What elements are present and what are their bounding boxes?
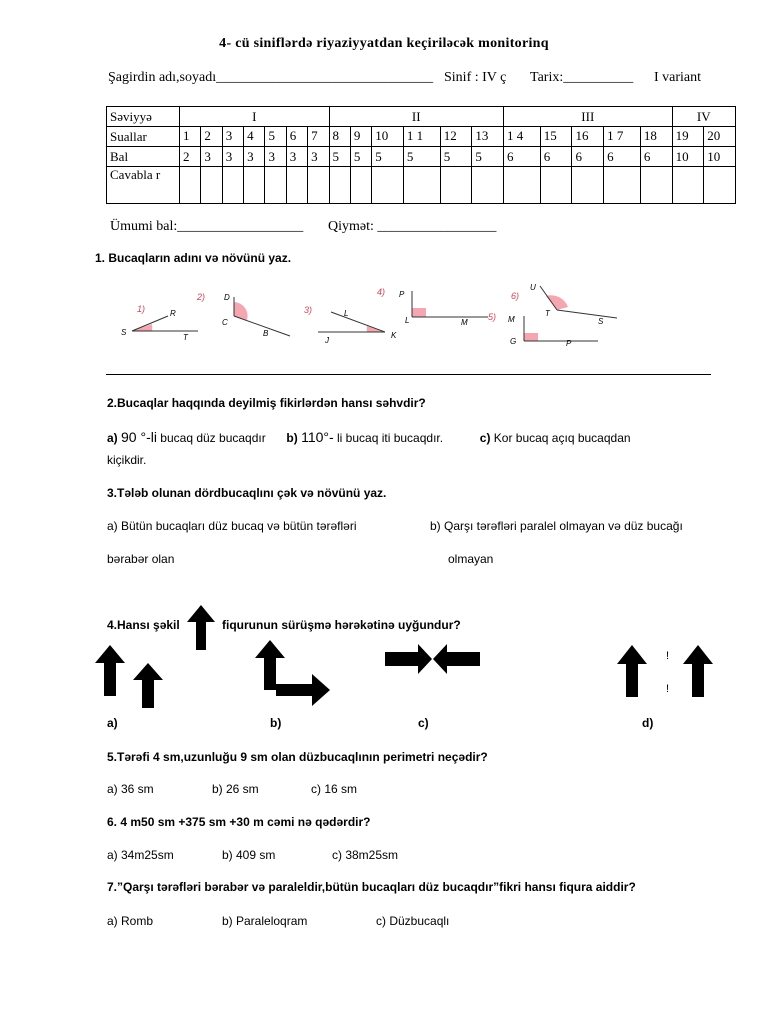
answer-cell[interactable]	[372, 167, 404, 204]
answer-cell[interactable]	[472, 167, 504, 204]
points-cell: 6	[540, 147, 572, 167]
answer-cell[interactable]	[329, 167, 350, 204]
question-number-cell: 12	[440, 127, 472, 147]
option-a-arrow	[95, 645, 125, 696]
answer-cell[interactable]	[350, 167, 371, 204]
points-cell: 5	[350, 147, 371, 167]
option-c-arrow	[433, 644, 480, 674]
question-1: 1. Bucaqların adını və növünü yaz.	[95, 251, 292, 265]
question-number-cell: 8	[329, 127, 350, 147]
question-3: 3.Tələb olunan dördbucaqlını çək və növünü yaz.	[107, 486, 387, 500]
angle-3	[304, 305, 397, 345]
angle-label: C	[222, 318, 228, 327]
answer-cell[interactable]	[308, 167, 329, 204]
answers-label: Cavabla r	[107, 167, 180, 204]
answer-cell[interactable]	[672, 167, 704, 204]
option-letter: c)	[479, 431, 491, 445]
q2-b-text: li bucaq iti bucaqdır.	[333, 431, 444, 445]
option-letter: a)	[107, 431, 118, 445]
q3-option-a: a) Bütün bucaqları düz bucaq və bütün tərəfləri	[107, 519, 357, 533]
angle-6-number: 6)	[511, 291, 520, 301]
answer-cell[interactable]	[704, 167, 736, 204]
angle-label: J	[325, 336, 329, 345]
points-cell: 5	[372, 147, 404, 167]
points-cell: 6	[640, 147, 672, 167]
question-7: 7.”Qarşı tərəfləri bərabər və paraleldir,bütün bucaqları düz bucaqdır”fikri hansı fiqura aiddir?	[107, 880, 636, 894]
angle-label: L	[405, 316, 410, 325]
angle-6	[511, 283, 617, 326]
q2-a-text: bucaq düz bucaqdır	[156, 431, 266, 445]
d-mark: !	[666, 650, 670, 662]
angle-label: T	[545, 309, 550, 318]
answer-cell[interactable]	[540, 167, 572, 204]
q4-option-a[interactable]: a)	[107, 716, 118, 730]
points-cell: 3	[222, 147, 243, 167]
answer-cell[interactable]	[222, 167, 243, 204]
points-cell: 3	[308, 147, 329, 167]
question-number-cell: 5	[265, 127, 286, 147]
option-letter: b)	[286, 431, 298, 445]
level-cell: III	[504, 107, 673, 127]
option-c-arrow	[385, 644, 432, 674]
points-cell: 2	[180, 147, 201, 167]
points-cell: 3	[286, 147, 307, 167]
q4-option-d[interactable]: d)	[642, 716, 654, 730]
student-name-field[interactable]: Şagirdin adı,soyadı_______________________________	[108, 70, 434, 85]
q4-option-b[interactable]: b)	[270, 716, 282, 730]
q2-b-value: 110°-	[301, 429, 334, 445]
angle-4-number: 4)	[377, 287, 386, 297]
points-label: Bal	[107, 147, 180, 167]
level-cell: II	[329, 107, 503, 127]
answer-cell[interactable]	[201, 167, 222, 204]
variant-label: I variant	[654, 70, 702, 85]
points-cell: 5	[440, 147, 472, 167]
q6-option-b[interactable]: b) 409 sm	[222, 848, 276, 862]
date-field[interactable]: Tarix:__________	[530, 70, 634, 85]
angle-label: D	[224, 293, 230, 302]
points-cell: 3	[244, 147, 265, 167]
d-mark: !	[666, 683, 670, 695]
points-cell: 5	[472, 147, 504, 167]
answer-cell[interactable]	[572, 167, 604, 204]
angle-2	[196, 292, 290, 338]
angle-label: P	[566, 339, 572, 348]
answer-cell[interactable]	[244, 167, 265, 204]
points-cell: 5	[329, 147, 350, 167]
question-number-cell: 18	[640, 127, 672, 147]
question-2: 2.Bucaqlar haqqında deyilmiş fikirlərdən hansı səhvdir?	[107, 396, 426, 410]
questions-label: Suallar	[107, 127, 180, 147]
grading-table	[106, 106, 736, 204]
points-cell: 10	[704, 147, 736, 167]
question-number-cell: 1	[180, 127, 201, 147]
question-number-cell: 16	[572, 127, 604, 147]
option-d-arrow	[617, 645, 647, 697]
option-b-arrow	[276, 674, 330, 706]
question-6: 6. 4 m50 sm +375 sm +30 m cəmi nə qədərdir?	[107, 815, 371, 829]
option-d-arrow	[683, 645, 713, 697]
angle-label: S	[121, 328, 127, 337]
angle-label: P	[399, 290, 405, 299]
reference-arrow	[187, 605, 215, 650]
question-number-cell: 20	[704, 127, 736, 147]
angle-label: M	[461, 318, 468, 327]
angle-label: S	[598, 317, 604, 326]
angles-figure	[0, 280, 768, 350]
answer-cell[interactable]	[440, 167, 472, 204]
q2-a-value: 90 °-li	[121, 429, 157, 445]
q3-option-b-cont: olmayan	[448, 552, 494, 566]
total-score-field[interactable]: Ümumi bal:__________________	[110, 219, 304, 234]
angle-5	[488, 312, 598, 348]
option-b-arrow	[255, 640, 285, 690]
level-cell: I	[180, 107, 330, 127]
question-number-cell: 10	[372, 127, 404, 147]
q3-option-b: b) Qarşı tərəfləri paralel olmayan və düz bucağı	[430, 519, 683, 533]
question-number-cell: 9	[350, 127, 371, 147]
answer-cell[interactable]	[504, 167, 541, 204]
answer-cell[interactable]	[180, 167, 201, 204]
q7-option-c[interactable]: c) Düzbucaqlı	[376, 914, 450, 928]
answer-cell[interactable]	[286, 167, 307, 204]
angle-2-number: 2)	[197, 292, 206, 302]
angle-label: U	[530, 283, 536, 292]
question-number-cell: 3	[222, 127, 243, 147]
class-field: Sinif : IV ç	[444, 70, 507, 85]
level-cell: IV	[672, 107, 735, 127]
answer-cell[interactable]	[640, 167, 672, 204]
option-a-arrow	[133, 663, 163, 708]
angle-label: M	[508, 315, 515, 324]
q5-option-a[interactable]: a) 36 sm	[107, 782, 154, 796]
questions-row	[107, 127, 736, 147]
levels-label: Səviyyə	[107, 107, 180, 127]
answers-row	[107, 167, 736, 204]
question-number-cell: 13	[472, 127, 504, 147]
angle-1	[121, 304, 198, 342]
question-number-cell: 2	[201, 127, 222, 147]
angle-4	[377, 287, 488, 327]
points-cell: 3	[201, 147, 222, 167]
angle-label: L	[344, 309, 349, 318]
q5-option-c[interactable]: c) 16 sm	[311, 782, 358, 796]
points-cell: 3	[265, 147, 286, 167]
q7-option-b[interactable]: b) Paraleloqram	[222, 914, 308, 928]
page-title: 4- cü siniflərdə riyaziyyatdan keçiriləcək monitorinq	[219, 36, 549, 51]
question-number-cell: 1 4	[504, 127, 541, 147]
points-row	[107, 147, 736, 167]
q7-option-a[interactable]: a) Romb	[107, 914, 154, 928]
grade-field[interactable]: Qiymət: _________________	[328, 219, 497, 234]
angle-label: T	[183, 333, 188, 342]
question-number-cell: 1 7	[604, 127, 641, 147]
answer-line[interactable]	[106, 374, 711, 375]
angle-label: K	[391, 331, 397, 340]
q2-c-continued: kiçikdir.	[107, 453, 147, 467]
answer-cell[interactable]	[604, 167, 641, 204]
points-cell: 6	[572, 147, 604, 167]
question-number-cell: 4	[244, 127, 265, 147]
angle-label: B	[263, 329, 269, 338]
points-cell: 5	[403, 147, 440, 167]
question-number-cell: 15	[540, 127, 572, 147]
angle-5-number: 5)	[488, 312, 497, 322]
points-cell: 6	[604, 147, 641, 167]
angle-3-number: 3)	[304, 305, 313, 315]
q3-option-a-cont: bərabər olan	[107, 552, 175, 566]
points-cell: 10	[672, 147, 704, 167]
q4-figures	[0, 600, 768, 720]
q5-option-b[interactable]: b) 26 sm	[212, 782, 259, 796]
question-number-cell: 1 1	[403, 127, 440, 147]
angle-label: G	[510, 337, 517, 346]
q6-option-a[interactable]: a) 34m25sm	[107, 848, 174, 862]
points-cell: 6	[504, 147, 541, 167]
question-number-cell: 7	[308, 127, 329, 147]
question-number-cell: 6	[286, 127, 307, 147]
question-4-end: fiqurunun sürüşmə hərəkətinə uyğundur?	[222, 618, 461, 632]
angle-1-number: 1)	[137, 304, 146, 314]
q2-options	[107, 429, 631, 445]
q4-option-c[interactable]: c)	[418, 716, 429, 730]
levels-row	[107, 107, 736, 127]
q6-option-c[interactable]: c) 38m25sm	[332, 848, 399, 862]
question-5: 5.Tərəfi 4 sm,uzunluğu 9 sm olan düzbucaqlının perimetri neçədir?	[107, 750, 488, 764]
question-number-cell: 19	[672, 127, 704, 147]
answer-cell[interactable]	[265, 167, 286, 204]
answer-cell[interactable]	[403, 167, 440, 204]
question-4-start: 4.Hansı şəkil	[107, 618, 180, 632]
angle-label: R	[170, 309, 176, 318]
q2-c-text: Kor bucaq açıq bucaqdan	[490, 431, 631, 445]
